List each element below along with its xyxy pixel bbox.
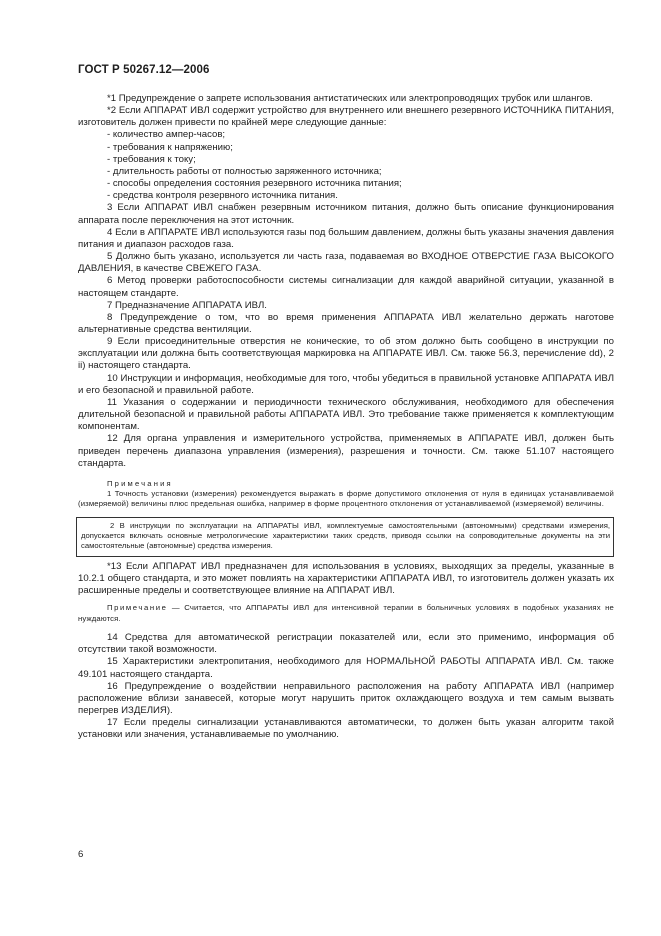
note-1: 1 Точность установки (измерения) рекомендуется выражать в форме допустимого отклонения от нуля в единицах устанавливаемой (измеряемой) величины плюс предельная ошибка, например в форме процентного отклонения от устанавливаемой (измеряемой) величины. (78, 488, 614, 509)
notes-title: Примечания (107, 478, 173, 488)
document-header: ГОСТ Р 50267.12—2006 (78, 64, 210, 76)
note-3-label: Примечание (107, 603, 168, 613)
paragraph-11: 11 Указания о содержании и периодичности технического обслуживания, необходимого для обеспечения длительной безопасной и правильной работы АППАРАТА ИВЛ. Это требование также применяется к комплектующим компонентам. (78, 396, 614, 433)
paragraph-7: 7 Предназначение АППАРАТА ИВЛ. (107, 299, 267, 311)
list-item: - количество ампер-часов; (107, 129, 226, 141)
list-item: - длительность работы от полностью заряженного источника; (107, 165, 382, 177)
page-number: 6 (78, 849, 84, 860)
paragraph-10: 10 Инструкции и информация, необходимые для того, чтобы убедиться в правильной установке АППАРАТА ИВЛ и его безопасной и правильной работе. (78, 372, 614, 396)
note-3 (78, 603, 614, 624)
document-body (78, 93, 614, 742)
list-item: - средства контроля резервного источника питания. (107, 190, 338, 202)
paragraph-16: 16 Предупреждение о воздействии неправильного расположения на работу АППАРАТА ИВЛ (например расположение вблизи занавесей, которые могут нарушить приток охлаждающего воздуха и тем самым вызвать перегрев ИЗДЕЛИЯ). (78, 680, 614, 717)
list-item: - способы определения состояния резервного источника питания; (107, 178, 402, 190)
paragraph-9: 9 Если присоединительные отверстия не конические, то об этом должно быть сообщено в инструкции по эксплуатации или должна быть соответствующая маркировка на АППАРАТЕ ИВЛ. См. также 56.3, перечисление dd), 2 ii) настоящего стандарта. (78, 336, 614, 372)
paragraph-5: 5 Должно быть указано, используется ли часть газа, подаваемая во ВХОДНОЕ ОТВЕРСТИЕ ГАЗА ВЫСОКОГО ДАВЛЕНИЯ, в качестве СВЕЖЕГО ГАЗА. (78, 251, 614, 275)
paragraph-14: 14 Средства для автоматической регистрации показателей или, если это применимо, информация об отсутствии такой возможности. (78, 632, 614, 656)
paragraph-8: 8 Предупреждение о том, что во время применения АППАРАТА ИВЛ желательно держать наготове альтернативные средства вентиляции. (78, 311, 614, 335)
paragraph-17: 17 Если пределы сигнализации устанавливаются автоматически, то должен быть указан алгоритм такой установки или значения, устанавливаемые по умолчанию. (78, 717, 614, 741)
paragraph-15: 15 Характеристики электропитания, необходимого для НОРМАЛЬНОЙ РАБОТЫ АППАРАТА ИВЛ. См. также 49.101 настоящего стандарта. (78, 656, 614, 680)
list-item: - требования к напряжению; (107, 141, 233, 153)
note-2-box (76, 517, 614, 557)
list-item: - требования к току; (107, 153, 196, 165)
paragraph-12: 12 Для органа управления и измерительного устройства, применяемых в АППАРАТЕ ИВЛ, должен быть приведен перечень диапазона управления (измерения), разрешения и точности. См. также 51.107 настоящего стандарта. (78, 433, 614, 469)
paragraph-4: 4 Если в АППАРАТЕ ИВЛ используются газы под большим давлением, должны быть указаны значения давления питания и диапазон расходов газа. (78, 226, 614, 250)
paragraph-2: *2 Если АППАРАТ ИВЛ содержит устройство для внутреннего или внешнего резервного ИСТОЧНИКА ПИТАНИЯ, изготовитель должен привести по крайней мере следующие данные: (78, 105, 614, 129)
paragraph-3: 3 Если АППАРАТ ИВЛ снабжен резервным источником питания, должно быть описание функционирования аппарата после переключения на этот источник. (78, 202, 614, 226)
note-2: 2 В инструкции по эксплуатации на АППАРАТЫ ИВЛ, комплектуемые самостоятельными (автономными) средствами измерения, допускается включать основные метрологические характеристики таких средств, приводя ссылки на сопроводительные документы на эти самостоятельные (автономные) средства измерения. (81, 520, 610, 551)
note-3-text: — Считается, что АППАРАТЫ ИВЛ для интенсивной терапии в больничных условиях в подобных указаниях не нуждаются. (78, 603, 614, 623)
paragraph-6: 6 Метод проверки работоспособности системы сигнализации для каждой аварийной ситуации, указанной в настоящем стандарте. (78, 275, 614, 299)
paragraph-1: *1 Предупреждение о запрете использования антистатических или электропроводящих трубок или шлангов. (107, 93, 593, 104)
paragraph-13: *13 Если АППАРАТ ИВЛ предназначен для использования в условиях, выходящих за пределы, указанные в 10.2.1 общего стандарта, и это может повлиять на характеристики АППАРАТА ИВЛ, то изготовитель должен указать их расширенные пределы и соответствующее влияние на АППАРАТ ИВЛ. (78, 560, 614, 597)
